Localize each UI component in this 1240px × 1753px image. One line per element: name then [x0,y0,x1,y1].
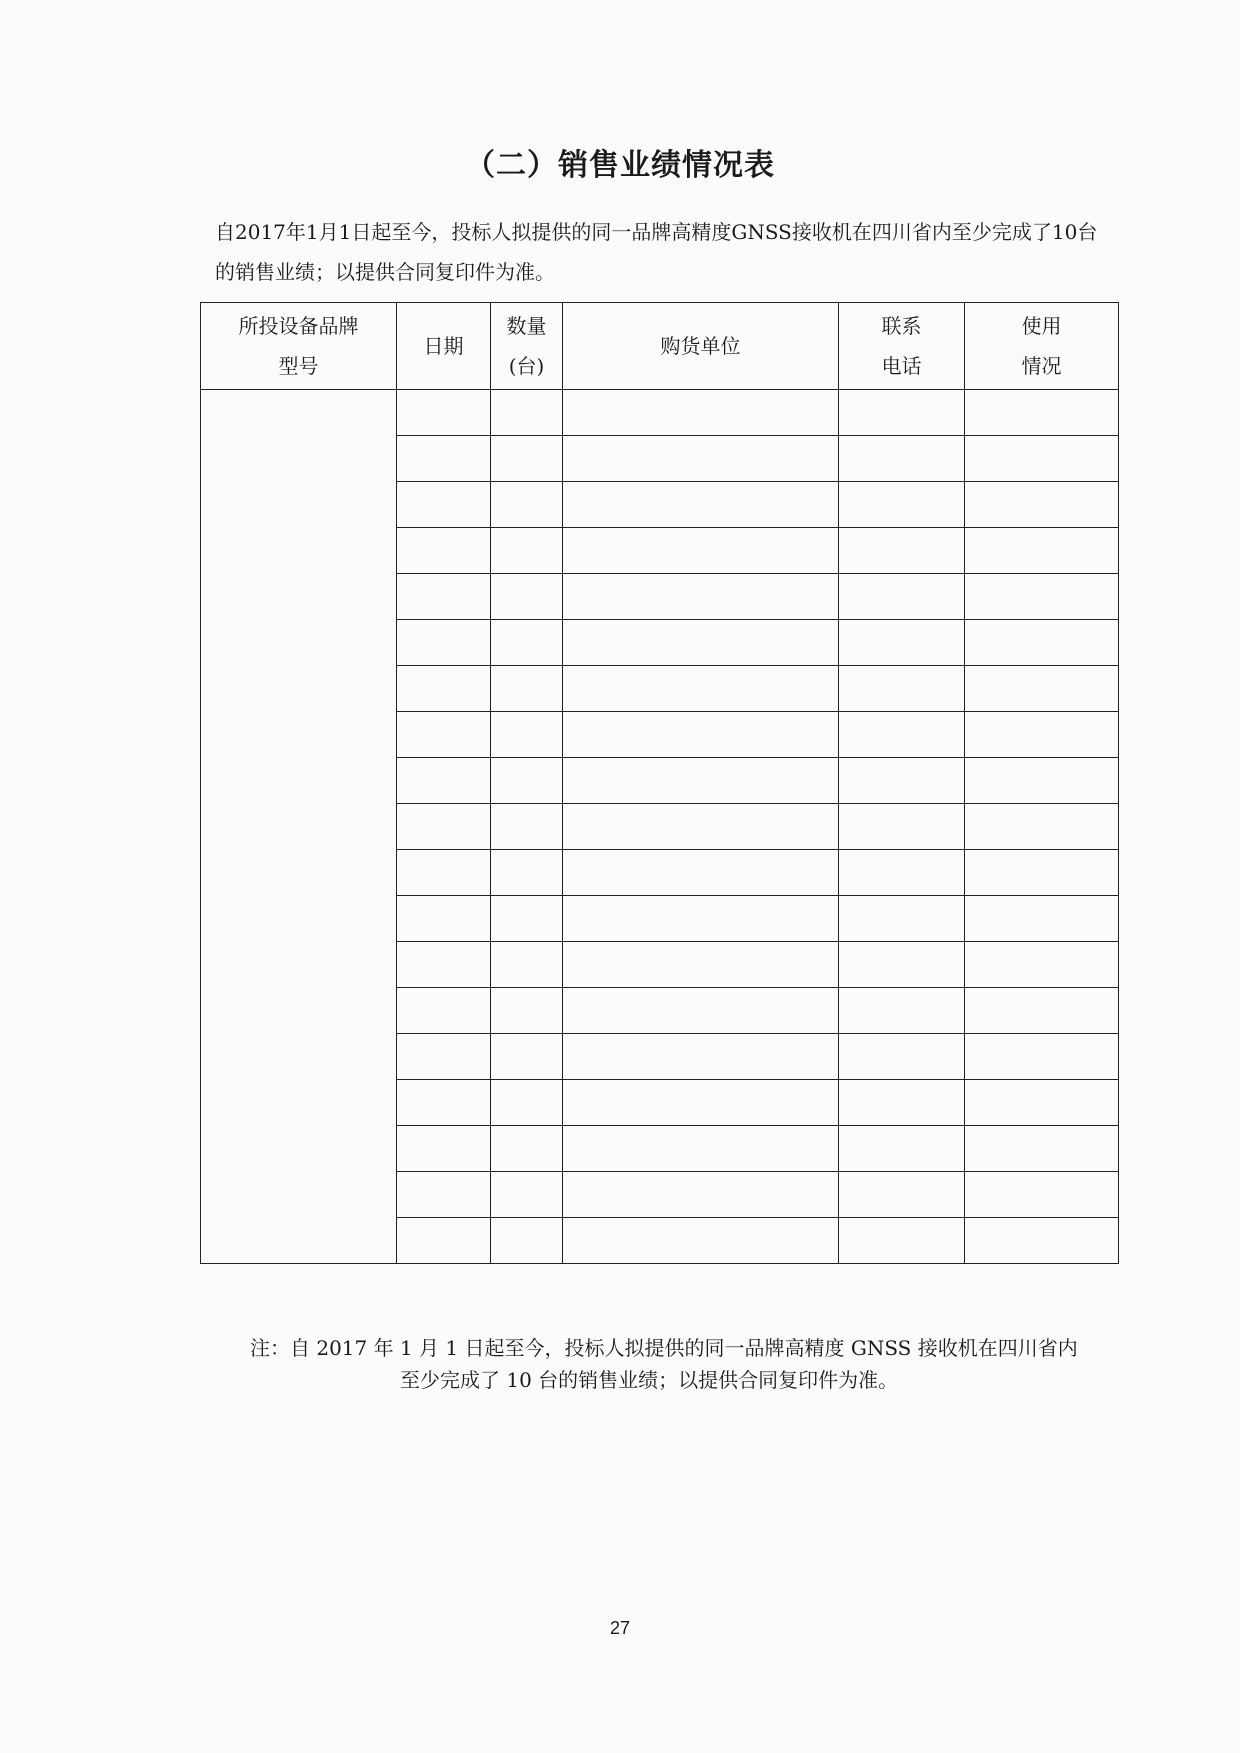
buyer-cell [563,896,839,942]
date-cell [397,758,491,804]
phone-cell [839,390,965,436]
phone-cell [839,850,965,896]
quantity-cell [491,620,563,666]
phone-cell [839,804,965,850]
quantity-cell [491,1126,563,1172]
buyer-cell [563,758,839,804]
phone-cell [839,1218,965,1264]
quantity-cell [491,850,563,896]
usage-cell [965,712,1119,758]
quantity-cell [491,1172,563,1218]
phone-cell [839,1172,965,1218]
quantity-cell [491,712,563,758]
date-cell [397,436,491,482]
buyer-cell [563,1172,839,1218]
date-cell [397,620,491,666]
date-cell [397,1080,491,1126]
quantity-cell [491,666,563,712]
date-cell [397,896,491,942]
usage-cell [965,574,1119,620]
header-quantity [491,303,563,390]
usage-cell [965,758,1119,804]
buyer-cell [563,804,839,850]
sales-performance-table [200,302,1119,1264]
buyer-cell [563,942,839,988]
header-model [201,303,397,390]
buyer-cell [563,712,839,758]
usage-cell [965,1126,1119,1172]
buyer-cell [563,850,839,896]
usage-cell [965,1172,1119,1218]
phone-cell [839,896,965,942]
table-body [201,390,1119,1264]
usage-cell [965,804,1119,850]
phone-cell [839,620,965,666]
usage-cell [965,390,1119,436]
usage-cell [965,1218,1119,1264]
date-cell [397,942,491,988]
phone-cell [839,712,965,758]
footnote [250,1332,1110,1396]
quantity-cell [491,436,563,482]
quantity-cell [491,482,563,528]
buyer-cell [563,574,839,620]
buyer-cell [563,988,839,1034]
phone-cell [839,1080,965,1126]
date-cell [397,666,491,712]
date-cell [397,988,491,1034]
model-cell [201,390,397,1264]
date-cell [397,850,491,896]
header-model-line1: 所投设备品牌 [238,314,359,338]
usage-cell [965,436,1119,482]
page-number: 27 [609,1618,631,1638]
usage-cell [965,482,1119,528]
date-cell [397,482,491,528]
quantity-cell [491,390,563,436]
buyer-cell [563,1034,839,1080]
date-cell [397,1034,491,1080]
quantity-cell [491,1034,563,1080]
quantity-cell [491,896,563,942]
header-model-line2: 型号 [278,354,319,378]
quantity-cell [491,758,563,804]
quantity-cell [491,988,563,1034]
header-phone-line1: 联系 [881,314,922,338]
phone-cell [839,666,965,712]
buyer-cell [563,666,839,712]
table-row [201,390,1119,436]
date-cell [397,804,491,850]
footnote-line2: 至少完成了 10 台的销售业绩；以提供合同复印件为准。 [400,1368,899,1392]
phone-cell [839,942,965,988]
buyer-cell [563,1080,839,1126]
quantity-cell [491,804,563,850]
date-cell [397,712,491,758]
intro-paragraph: 自2017年1月1日起至今，投标人拟提供的同一品牌高精度GNSS接收机在四川省内至少完成了10台的销售业绩；以提供合同复印件为准。 [215,220,1098,284]
usage-cell [965,620,1119,666]
header-quantity-line1: 数量 [506,314,547,338]
quantity-cell [491,1080,563,1126]
phone-cell [839,1034,965,1080]
buyer-cell [563,620,839,666]
header-buyer: 购货单位 [563,303,839,390]
usage-cell [965,1080,1119,1126]
header-usage [965,303,1119,390]
phone-cell [839,436,965,482]
phone-cell [839,988,965,1034]
usage-cell [965,988,1119,1034]
header-phone-line2: 电话 [881,354,922,378]
header-date: 日期 [397,303,491,390]
table-header-row [201,303,1119,390]
usage-cell [965,896,1119,942]
buyer-cell [563,390,839,436]
buyer-cell [563,436,839,482]
date-cell [397,1172,491,1218]
buyer-cell [563,482,839,528]
date-cell [397,574,491,620]
quantity-cell [491,942,563,988]
header-phone [839,303,965,390]
usage-cell [965,528,1119,574]
date-cell [397,528,491,574]
buyer-cell [563,528,839,574]
quantity-cell [491,528,563,574]
date-cell [397,390,491,436]
usage-cell [965,666,1119,712]
quantity-cell [491,1218,563,1264]
phone-cell [839,482,965,528]
buyer-cell [563,1218,839,1264]
date-cell [397,1126,491,1172]
date-cell [397,1218,491,1264]
usage-cell [965,942,1119,988]
usage-cell [965,850,1119,896]
header-usage-line2: 情况 [1021,354,1062,378]
phone-cell [839,574,965,620]
header-usage-line1: 使用 [1021,314,1062,338]
phone-cell [839,528,965,574]
buyer-cell [563,1126,839,1172]
phone-cell [839,758,965,804]
page-title: （二）销售业绩情况表 [465,148,775,183]
header-quantity-line2: (台) [508,354,545,378]
quantity-cell [491,574,563,620]
footnote-line1: 注：自 2017 年 1 月 1 日起至今，投标人拟提供的同一品牌高精度 GNSS 接收机在四川省内 [250,1336,1078,1360]
usage-cell [965,1034,1119,1080]
phone-cell [839,1126,965,1172]
